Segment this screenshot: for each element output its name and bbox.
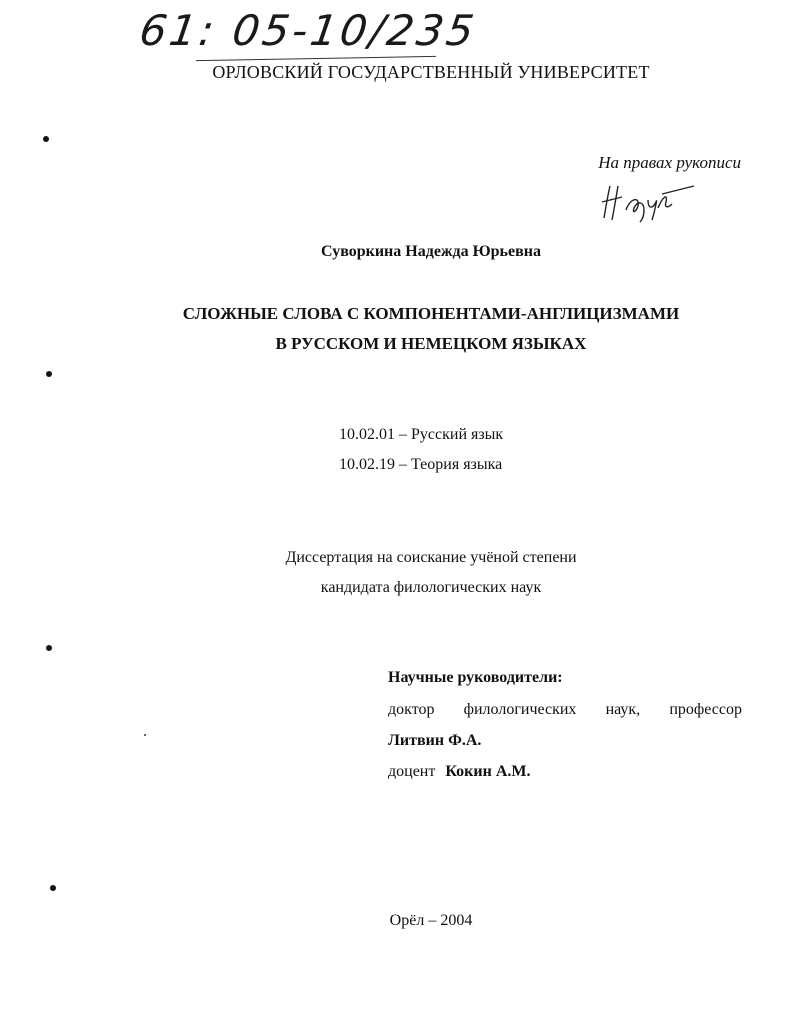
rights-note: На правах рукописи	[598, 153, 741, 172]
supervisor-1-degree	[388, 701, 742, 719]
binding-hole-mark	[46, 645, 52, 651]
dissertation-line-1: Диссертация на соискание учёной степени	[285, 549, 577, 566]
supervisor-1-degree-word: доктор	[388, 701, 435, 718]
specialty-1: 10.02.01 – Русский язык	[339, 426, 504, 443]
archive-code: 61: 05-10/235	[136, 6, 480, 55]
supervisor-1-degree-word: профессор	[669, 701, 742, 718]
supervisor-2-position: доцент	[388, 763, 436, 780]
author-name: Суворкина Надежда Юрьевна	[321, 243, 541, 260]
specialty-2: 10.02.19 – Теория языка	[339, 456, 503, 473]
supervisor-2	[388, 763, 530, 781]
binding-hole-mark	[50, 885, 56, 891]
supervisor-1-name: Литвин Ф.А.	[388, 732, 482, 749]
binding-hole-mark	[43, 136, 49, 142]
supervisor-1-degree-word: наук,	[605, 701, 641, 718]
city-year: Орёл – 2004	[389, 912, 473, 929]
thesis-title-line-2: В РУССКОМ И НЕМЕЦКОМ ЯЗЫКАХ	[275, 334, 587, 353]
thesis-title-line-1: СЛОЖНЫЕ СЛОВА С КОМПОНЕНТАМИ-АНГЛИЦИЗМАМИ	[182, 304, 680, 323]
archive-code-underline	[196, 56, 436, 61]
dissertation-line-2: кандидата филологических наук	[320, 579, 542, 596]
supervisor-2-name: Кокин А.М.	[445, 763, 531, 780]
scan-speck	[144, 734, 146, 736]
supervisor-1-degree-word: филологических	[463, 701, 577, 718]
handwritten-signature-icon	[596, 180, 696, 224]
binding-hole-mark	[46, 371, 52, 377]
supervisors-heading: Научные руководители:	[388, 669, 563, 686]
university-name: ОРЛОВСКИЙ ГОСУДАРСТВЕННЫЙ УНИВЕРСИТЕТ	[212, 62, 650, 82]
